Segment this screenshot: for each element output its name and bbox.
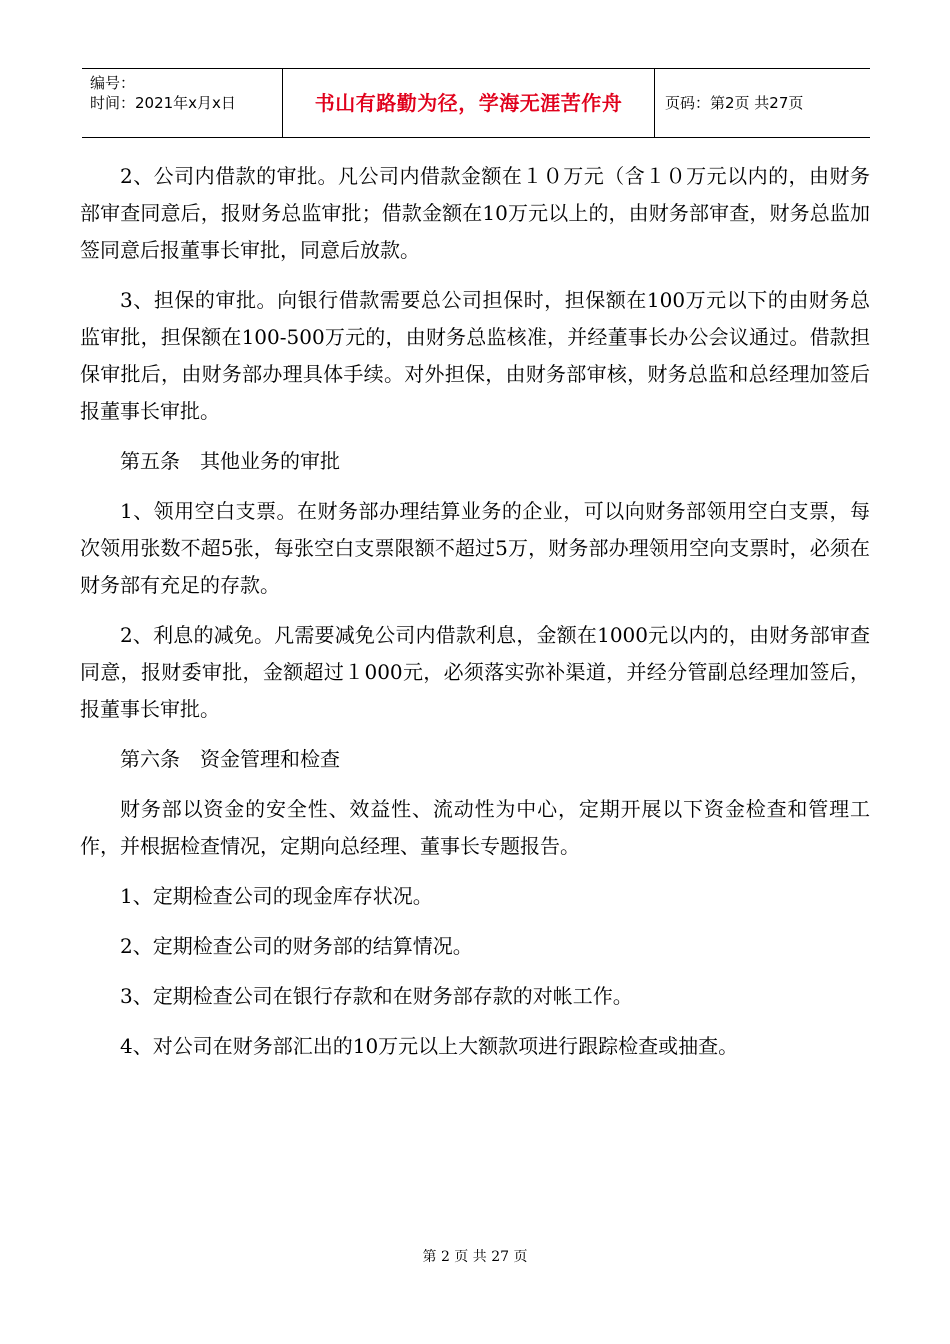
page-header (82, 68, 870, 138)
header-page-number: 页码：第2页 共27页 (665, 94, 804, 112)
list-item: 3、定期检查公司在银行存款和在财务部存款的对帐工作。 (120, 984, 633, 1008)
page-footer: 第 2 页 共 27 页 (422, 1249, 528, 1265)
document-number-label: 编号： (90, 74, 136, 92)
list-item: 1、定期检查公司的现金库存状况。 (120, 884, 433, 908)
paragraph: 2、利息的减免。凡需要减免公司内借款利息，金额在1000元以内的，由财务部审查同意，报财委审批，金额超过１000元，必须落实弥补渠道，并经分管副总经理加签后，报董事长审批。 (80, 623, 870, 721)
paragraph: 2、公司内借款的审批。凡公司内借款金额在１０万元（含１０万元以内的，由财务部审查同意后，报财务总监审批；借款金额在10万元以上的，由财务部审查，财务总监加签同意后报董事长审批，同意后放款。 (80, 164, 870, 262)
header-motto: 书山有路勤为径，学海无涯苦作舟 (282, 69, 655, 137)
section-heading: 第六条 资金管理和检查 (120, 747, 340, 771)
section-heading: 第五条 其他业务的审批 (120, 449, 340, 473)
list-item: 2、定期检查公司的财务部的结算情况。 (120, 934, 473, 958)
document-date: 时间：2021年x月x日 (90, 94, 236, 112)
paragraph: 3、担保的审批。向银行借款需要总公司担保时，担保额在100万元以下的由财务总监审批，担保额在100-500万元的，由财务总监核准，并经董事长办公会议通过。借款担保审批后，由财务部办理具体手续。对外担保，由财务部审核，财务总监和总经理加签后报董事长审批。 (80, 288, 870, 423)
document-body (80, 158, 870, 1078)
paragraph: 财务部以资金的安全性、效益性、流动性为中心，定期开展以下资金检查和管理工作，并根据检查情况，定期向总经理、董事长专题报告。 (80, 797, 870, 858)
paragraph: 1、领用空白支票。在财务部办理结算业务的企业，可以向财务部领用空白支票，每次领用张数不超5张，每张空白支票限额不超过5万，财务部办理领用空向支票时，必须在财务部有充足的存款。 (80, 499, 870, 597)
list-item: 4、对公司在财务部汇出的10万元以上大额款项进行跟踪检查或抽查。 (120, 1034, 739, 1058)
header-meta (82, 69, 282, 137)
